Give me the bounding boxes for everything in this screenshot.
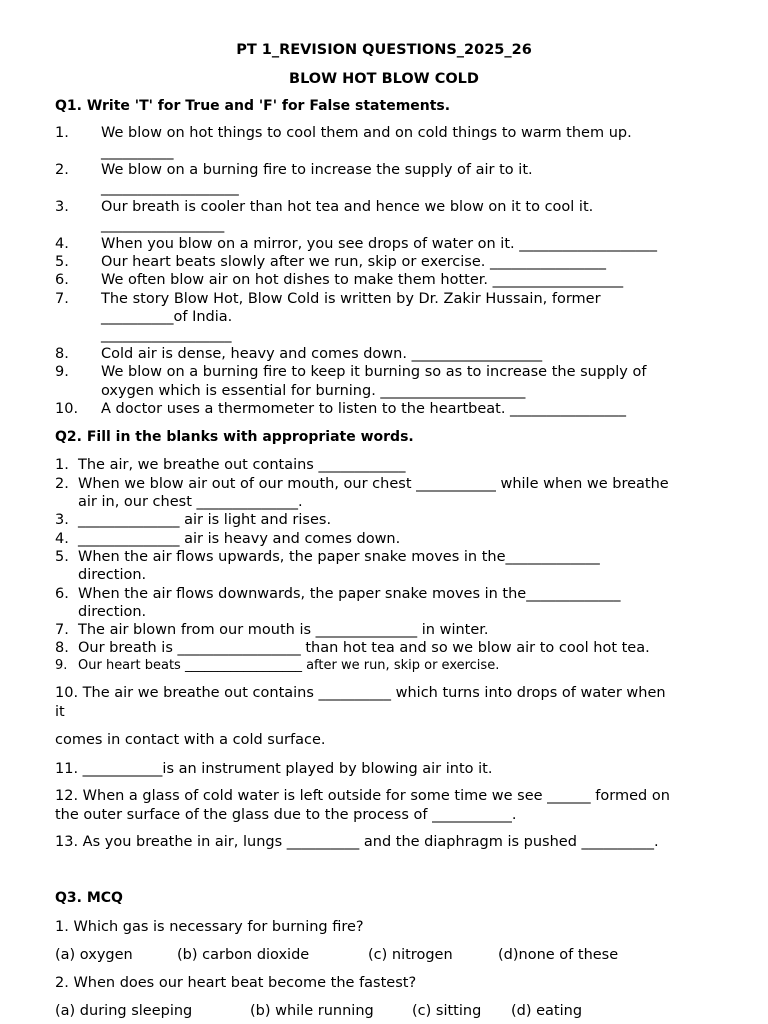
q1-item-text: We blow on a burning fire to keep it burning so as to increase the supply of [101,364,647,380]
q3-heading: Q3. MCQ [55,890,123,906]
mcq-question-2: 2. When does our heart beat become the fastest? [55,975,417,991]
q2-item-text: The air, we breathe out contains ____________ [78,457,406,473]
mcq-option: (d)none of these [498,947,619,963]
mcq-option: (d) eating [511,1003,583,1019]
chapter-title: BLOW HOT BLOW COLD [289,71,479,87]
q1-item-text: Cold air is dense, heavy and comes down. __________________ [101,346,543,362]
q1-item-continuation: __________of India. [101,309,233,325]
q1-item-number: 8. [55,346,69,362]
q2-item-number: 7. [55,622,69,638]
q1-item-number: 6. [55,272,69,288]
q1-item-blank: ___________________ [101,180,239,196]
q1-item-number: 2. [55,162,69,178]
q1-item-number: 9. [55,364,69,380]
q2-item-text: When the air flows downwards, the paper snake moves in the_____________ [78,586,621,602]
mcq-question-1: 1. Which gas is necessary for burning fire? [55,919,364,935]
q2-item-text: When the air flows upwards, the paper snake moves in the_____________ [78,549,600,565]
q1-item-number: 1. [55,125,69,141]
q1-item-text: We blow on a burning fire to increase the supply of air to it. [101,162,533,178]
q2-item-text: ______________ air is heavy and comes down. [78,531,401,547]
q2-item-number: 1. [55,457,69,473]
q2-item-10-wrap: it [55,704,65,720]
q2-item-text: ______________ air is light and rises. [78,512,332,528]
q1-item-number: 4. [55,236,69,252]
q1-item-text: We often blow air on hot dishes to make them hotter. __________________ [101,272,624,288]
q2-item-text: When we blow air out of our mouth, our chest ___________ while when we breathe [78,476,669,492]
q1-item-number: 5. [55,254,69,270]
q2-item-number: 5. [55,549,69,565]
document-title: PT 1_REVISION QUESTIONS_2025_26 [236,42,532,58]
q1-item-number: 7. [55,291,69,307]
mcq-option: (a) oxygen [55,947,133,963]
q2-item-text: The air blown from our mouth is ______________ in winter. [78,622,489,638]
q2-item-13: 13. As you breathe in air, lungs __________ and the diaphragm is pushed __________. [55,834,659,850]
q1-item-text: When you blow on a mirror, you see drops of water on it. ___________________ [101,236,657,252]
q2-item-text: Our heart beats __________________ after we run, skip or exercise. [78,658,500,673]
q1-item-text: We blow on hot things to cool them and on cold things to warm them up. [101,125,632,141]
q2-item-number: 4. [55,531,69,547]
q2-heading: Q2. Fill in the blanks with appropriate words. [55,429,414,445]
q2-item-number: 9. [55,658,68,673]
q2-item-number: 3. [55,512,69,528]
q1-item-number: 3. [55,199,69,215]
mcq-option: (c) sitting [412,1003,482,1019]
q1-item-blank: __________________ [101,327,232,343]
q2-item-text: Our breath is _________________ than hot tea and so we blow air to cool hot tea. [78,640,650,656]
q1-item-text: Our heart beats slowly after we run, skip or exercise. ________________ [101,254,606,270]
q2-item-11: 11. ___________is an instrument played by blowing air into it. [55,761,493,777]
q1-item-text: A doctor uses a thermometer to listen to the heartbeat. ________________ [101,401,627,417]
mcq-option: (b) carbon dioxide [177,947,310,963]
q1-item-blank: __________ [101,144,174,160]
q2-item-number: 6. [55,586,69,602]
q2-item-number: 8. [55,640,69,656]
q2-item-number: 2. [55,476,69,492]
q2-item-continuation: direction. [78,567,147,583]
mcq-option: (c) nitrogen [368,947,453,963]
q1-heading: Q1. Write 'T' for True and 'F' for False statements. [55,98,451,114]
q1-item-continuation: oxygen which is essential for burning. ____________________ [101,383,526,399]
q1-item-text: The story Blow Hot, Blow Cold is written by Dr. Zakir Hussain, former [101,291,601,307]
q1-item-blank: _________________ [101,217,225,233]
q2-item-12: 12. When a glass of cold water is left outside for some time we see ______ formed on [55,788,670,804]
mcq-option: (b) while running [250,1003,374,1019]
q2-item-12-continuation: the outer surface of the glass due to the process of ___________. [55,807,517,823]
q2-item-10-continuation: comes in contact with a cold surface. [55,732,326,748]
q2-item-continuation: air in, our chest ______________. [78,494,303,510]
q1-item-text: Our breath is cooler than hot tea and hence we blow on it to cool it. [101,199,594,215]
q2-item-10: 10. The air we breathe out contains __________ which turns into drops of water when [55,685,666,701]
mcq-option: (a) during sleeping [55,1003,193,1019]
q2-item-continuation: direction. [78,604,147,620]
q1-item-number: 10. [55,401,79,417]
